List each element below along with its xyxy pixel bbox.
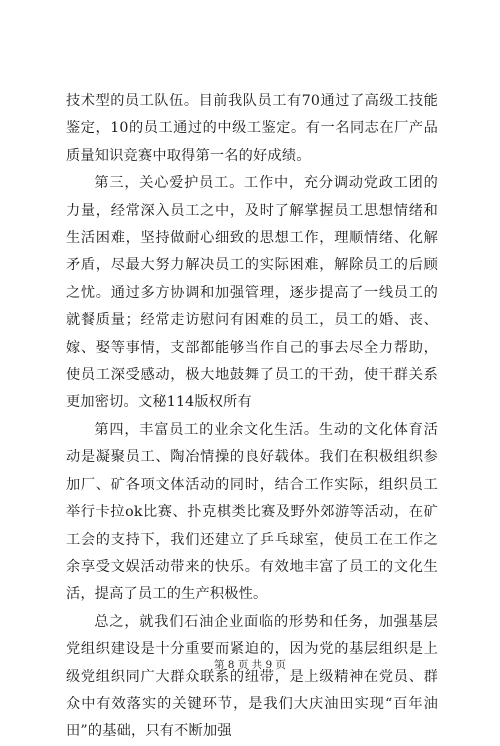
body-text [66,88,438,746]
page-footer [0,658,500,672]
paragraph: 总之，就我们石油企业面临的形势和任务，加强基层党组织建设是十分重要而紧迫的，因为党的基层组织是上级党组织同广大群众联系的纽带，是上级精神在党员、群众中有效落实的关键环节，是我们大庆油田实现“百年油田”的基础，只有不断加强 [66,613,438,740]
page-number-label: 第 8 页 共 9 页 [213,659,287,671]
paragraph: 第四，丰富员工的业余文化生活。生动的文化体育活动是凝聚员工、陶冶情操的良好载体。我们在积极组织参加厂、矿各项文体活动的同时，结合工作实际，组织员工举行卡拉ok比赛、扑克棋类比赛及野外郊游等活动，在矿工会的支持下，我们还建立了乒乓球室，使员工在工作之余享受文娱活动带来的快乐。有效地丰富了员工的文化生活，提高了员工的生产积极性。 [66,421,438,603]
paragraph: 第三，关心爱护员工。工作中，充分调动党政工团的力量，经常深入员工之中，及时了解掌握员工思想情绪和生活困难，坚持做耐心细致的思想工作，理顺情绪、化解矛盾，尽最大努力解决员工的实际困难，解除员工的后顾之忧。通过多方协调和加强管理，逐步提高了一线员工的就餐质量；经常走访慰问有困难的员工，员工的婚、丧、嫁、娶等事情，支部都能够当作自己的事去尽全力帮助，使员工深受感动，极大地鼓舞了员工的干劲，使干群关系更加密切。文秘114版权所有 [66,175,438,411]
paragraph: 技术型的员工队伍。目前我队员工有70通过了高级工技能鉴定，10的员工通过的中级工鉴定。有一名同志在厂产品质量知识竞赛中取得第一名的好成绩。 [66,93,438,164]
